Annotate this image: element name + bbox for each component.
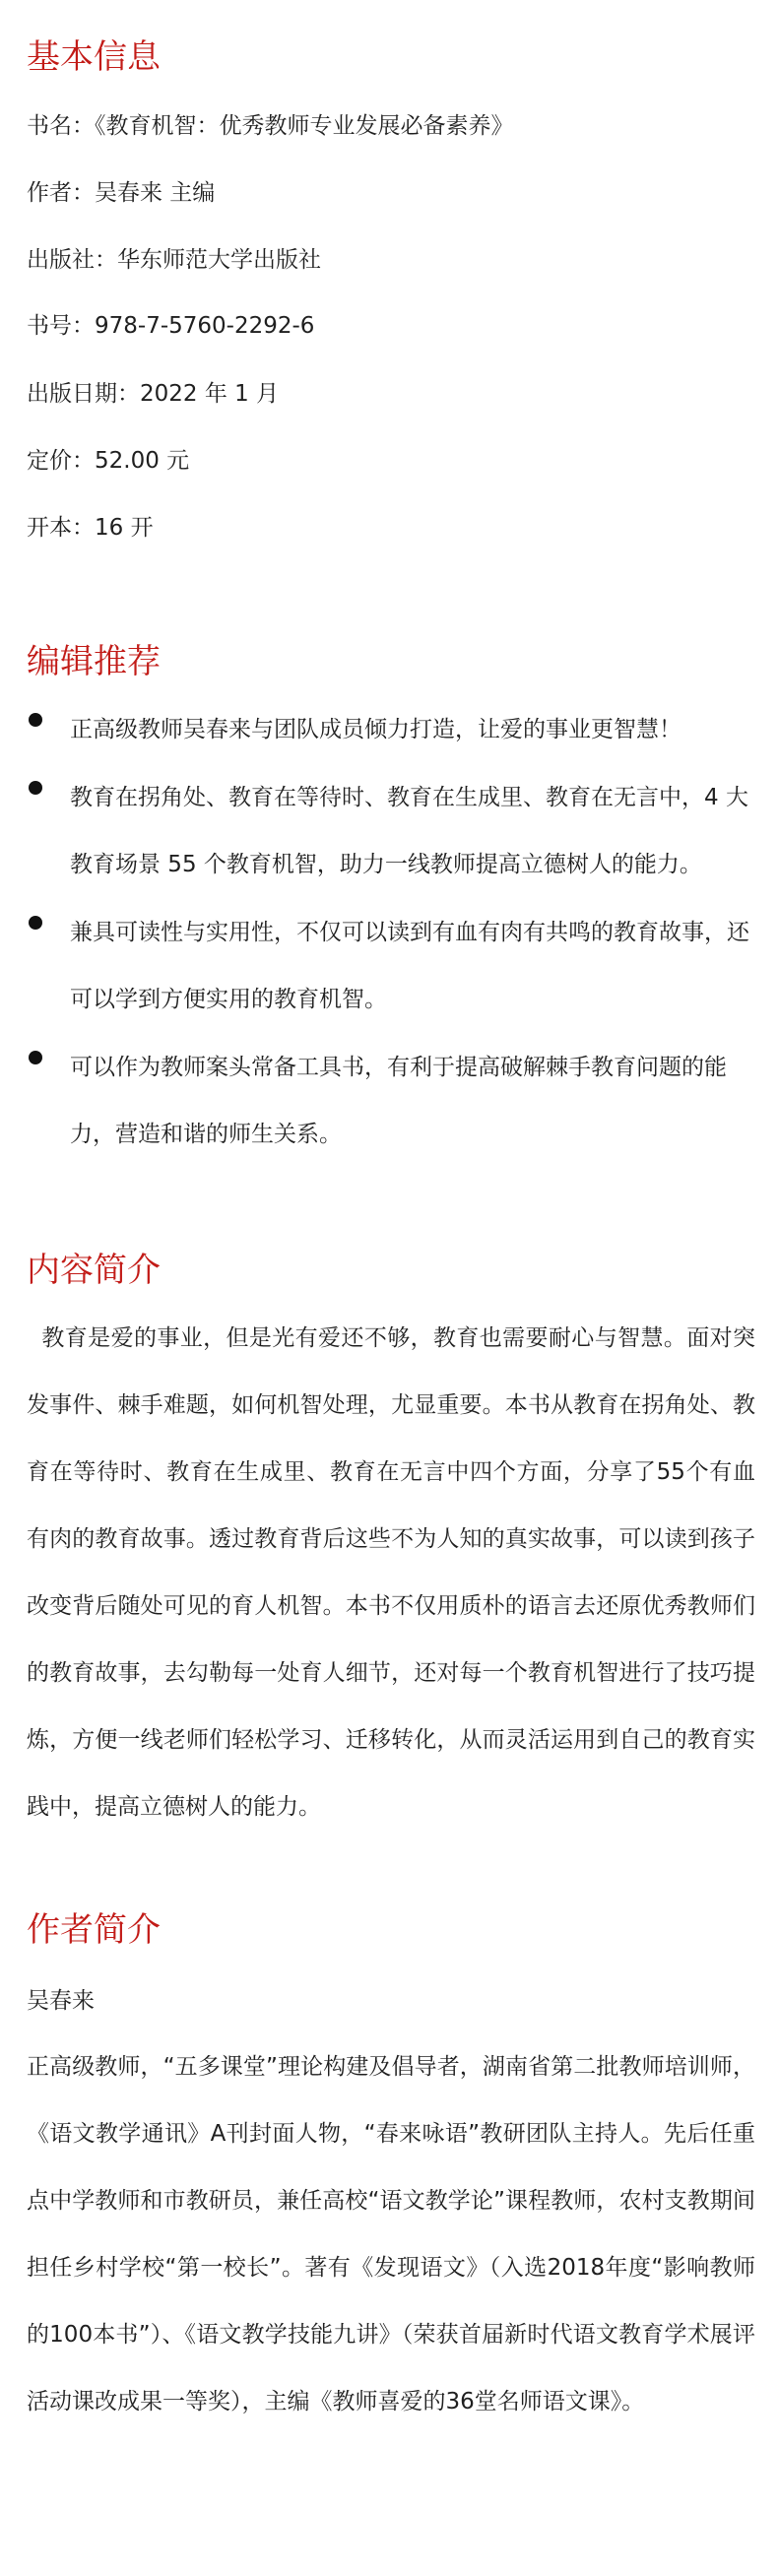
bullet-icon [29, 713, 42, 727]
editor-item [27, 696, 755, 763]
book-isbn: 书号：978-7-5760-2292-6 [27, 313, 315, 339]
basic-info-heading: 基本信息 [27, 37, 161, 77]
editor-heading: 编辑推荐 [27, 642, 161, 681]
content-paragraph: 教育是爱的事业，但是光有爱还不够，教育也需要耐心与智慧。面对突发事件、棘手难题，如何机智处理，尤显重要。本书从教育在拐角处、教育在等待时、教育在生成里、教育在无言中四个方面，分享了55个有血有肉的教育故事。透过教育背后这些不为人知的真实故事，可以读到孩子改变背后随处可见的育人机智。本书不仅用质朴的语言去还原优秀教师们的教育故事，去勾勒每一处育人细节，还对每一个教育机智进行了技巧提炼，方便一线老师们轻松学习、迁移转化，从而灵活运用到自己的教育实践中，提高立德树人的能力。 [27, 1325, 756, 1820]
author-heading: 作者简介 [27, 1910, 161, 1950]
editor-item-text: 教育在拐角处、教育在等待时、教育在生成里、教育在无言中，4 大教育场景 55 个教育机智，助力一线教师提高立德树人的能力。 [70, 785, 748, 877]
book-date: 出版日期：2022 年 1 月 [27, 381, 280, 407]
book-format: 开本：16 开 [27, 515, 154, 541]
bullet-icon [29, 781, 42, 795]
author-name: 吴春来 [27, 1988, 95, 2014]
book-author: 作者：吴春来 主编 [27, 180, 216, 206]
editor-item-text: 可以作为教师案头常备工具书，有利于提高破解棘手教育问题的能力，营造和谐的师生关系。 [70, 1055, 727, 1147]
book-name: 书名：《教育机智：优秀教师专业发展必备素养》 [27, 113, 514, 139]
author-bio: 正高级教师，“五多课堂”理论构建及倡导者，湖南省第二批教师培训师，《语文教学通讯》A刊封面人物，“春来咏语”教研团队主持人。先后任重点中学教师和市教研员，兼任高校“语文教学论”课程教师，农村支教期间担任乡村学校“第一校长”。著有《发现语文》（入选2018年度“影响教师的100本书”）、《语文教学技能九讲》（荣获首届新时代语文教育学术展评活动课改成果一等奖），主编《教师喜爱的36堂名师语文课》。 [27, 2054, 755, 2415]
editor-item [27, 899, 755, 1033]
editor-item-text: 正高级教师吴春来与团队成员倾力打造，让爱的事业更智慧！ [70, 717, 681, 742]
editor-item-text: 兼具可读性与实用性，不仅可以读到有血有肉有共鸣的教育故事，还可以学到方便实用的教育机智。 [70, 920, 749, 1012]
book-price: 定价：52.00 元 [27, 448, 190, 474]
bullet-icon [29, 916, 42, 930]
editor-item [27, 764, 755, 898]
book-publisher: 出版社：华东师范大学出版社 [27, 247, 321, 273]
editor-item [27, 1034, 755, 1168]
bullet-icon [29, 1051, 42, 1064]
content-heading: 内容简介 [27, 1251, 161, 1290]
